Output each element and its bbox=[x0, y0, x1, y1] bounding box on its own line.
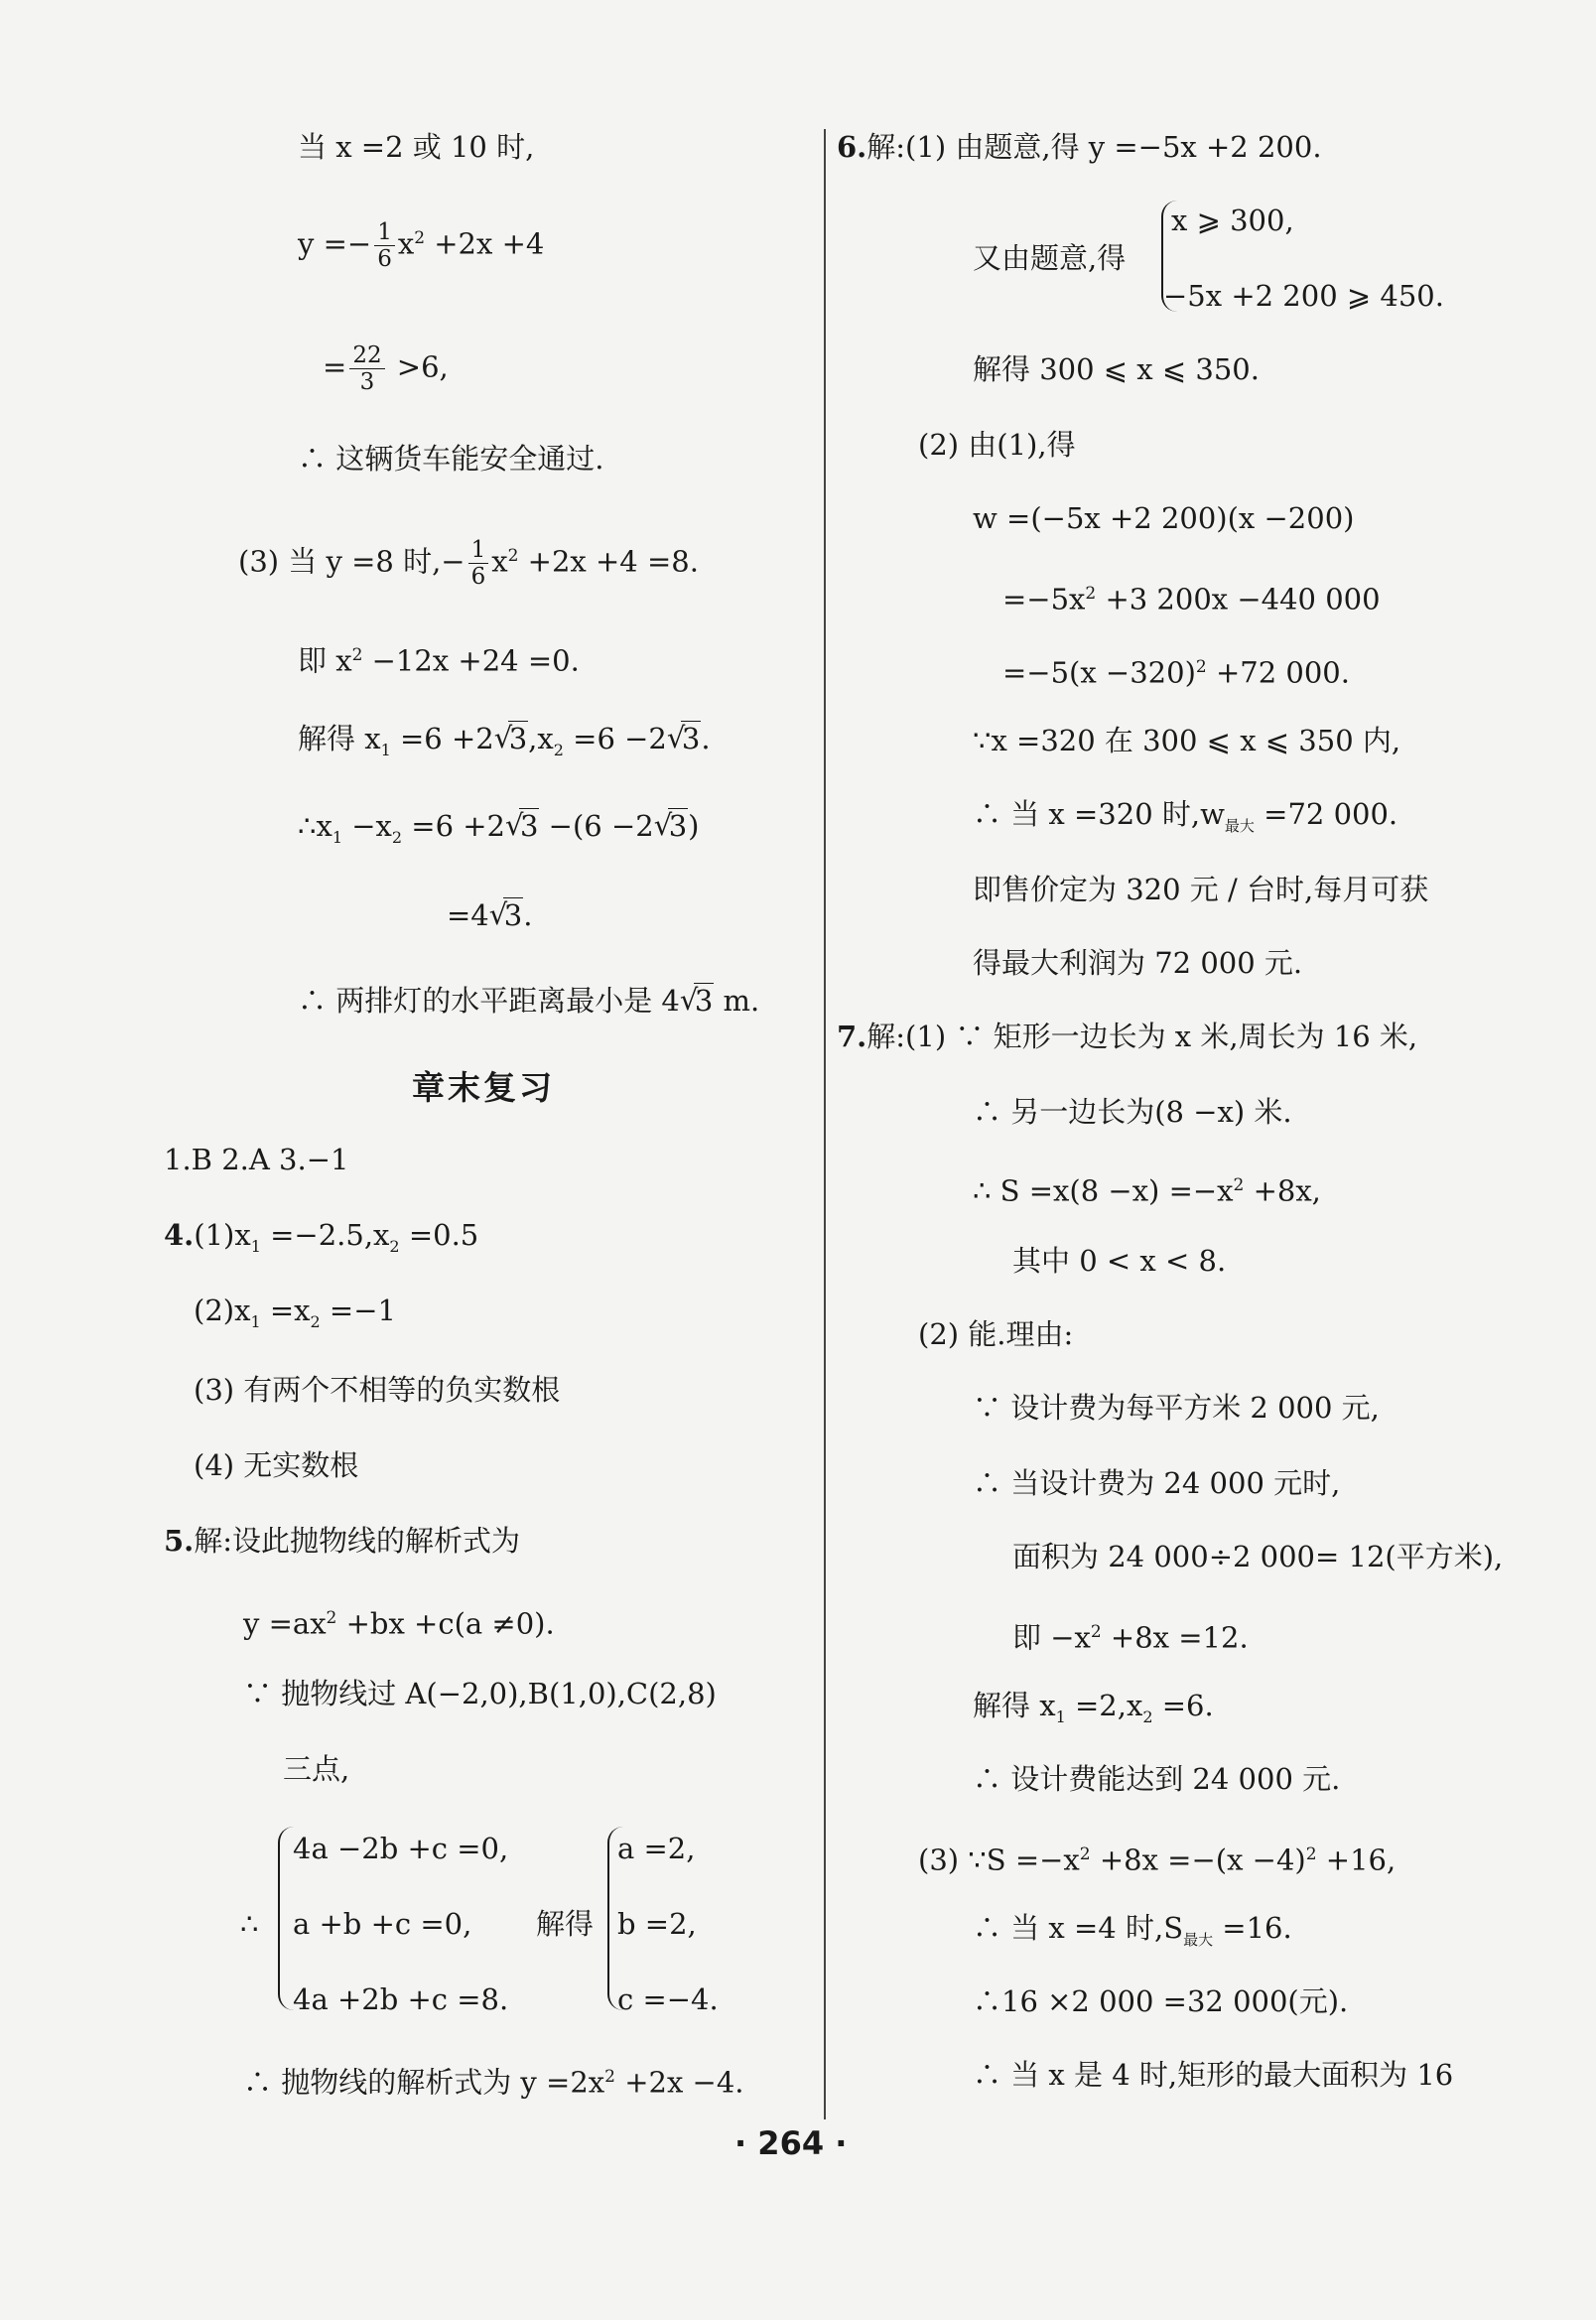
text-line: ∴ 当 x 是 4 时,矩形的最大面积为 16 bbox=[973, 2058, 1454, 2092]
equation-line bbox=[238, 536, 699, 590]
exponent: 2 bbox=[1085, 584, 1097, 604]
text: −x bbox=[342, 809, 392, 843]
text: 解得 bbox=[536, 1907, 595, 1941]
text: =−5x bbox=[1002, 582, 1086, 616]
text: ∵ 抛物线过 A(−2,0),B(1,0),C(2,8) bbox=[243, 1677, 717, 1710]
question-number: 6. bbox=[837, 130, 867, 164]
equation: a +b +c =0, bbox=[293, 1907, 472, 1941]
exponent: 2 bbox=[414, 228, 426, 248]
text-line: 解得 300 ⩽ x ⩽ 350. bbox=[973, 352, 1260, 386]
text: 解:(1) ∵ 矩形一边长为 x 米,周长为 16 米, bbox=[866, 1020, 1418, 1053]
text: −(6 −2 bbox=[539, 809, 654, 843]
text: ∴ 两排灯的水平距离最小是 4 bbox=[298, 984, 680, 1018]
exponent: 2 bbox=[604, 2067, 615, 2087]
text: (1)x bbox=[194, 1218, 251, 1252]
text: (3) ∵S =−x bbox=[918, 1842, 1080, 1877]
text-line bbox=[298, 127, 534, 167]
equation-line bbox=[298, 635, 580, 681]
exponent: 2 bbox=[326, 1608, 337, 1628]
page-number: · 264 · bbox=[734, 2124, 848, 2162]
text: 解:设此抛物线的解析式为 bbox=[194, 1524, 521, 1558]
text: 三点, bbox=[283, 1752, 350, 1786]
text: m. bbox=[714, 984, 760, 1018]
text: 解:(1) 由题意,得 y =−5x +2 200. bbox=[866, 130, 1322, 164]
text-line: ∴16 ×2 000 =32 000(元). bbox=[973, 1984, 1349, 2018]
text: +2x −4. bbox=[614, 2065, 744, 2100]
text: =0.5 bbox=[399, 1218, 479, 1252]
fraction bbox=[468, 537, 489, 590]
radicand: 3 bbox=[520, 809, 539, 843]
text-line bbox=[283, 1749, 349, 1789]
text: =−5(x −320) bbox=[1002, 655, 1196, 690]
text-line: ∵ 设计费为每平方米 2 000 元, bbox=[973, 1391, 1380, 1425]
equation-line bbox=[973, 1165, 1321, 1211]
text: ∴ S =x(8 −x) =−x bbox=[973, 1173, 1234, 1208]
text: >6, bbox=[387, 349, 449, 384]
fraction bbox=[349, 342, 384, 395]
text-line bbox=[298, 981, 759, 1021]
text: 解得 x bbox=[973, 1689, 1056, 1722]
exponent: 2 bbox=[1233, 1175, 1245, 1195]
equation-line bbox=[243, 1598, 555, 1644]
text: =6 +2 bbox=[390, 722, 494, 755]
section-title: 章末复习 bbox=[412, 1068, 555, 1107]
subscript: 2 bbox=[391, 827, 403, 847]
equation-line bbox=[298, 719, 711, 770]
text: (3) 当 y =8 时,− bbox=[238, 544, 466, 579]
text: ∴ 这辆货车能安全通过. bbox=[298, 442, 604, 476]
text-line: ∴ 设计费能达到 24 000 元. bbox=[973, 1762, 1341, 1796]
numerator: 1 bbox=[468, 537, 489, 564]
text: x bbox=[491, 544, 508, 579]
question-number: 4. bbox=[164, 1218, 195, 1252]
denominator: 3 bbox=[359, 369, 375, 395]
subscript: 1 bbox=[1055, 1706, 1066, 1726]
text: y =ax bbox=[243, 1606, 327, 1641]
answer-line bbox=[194, 1445, 358, 1485]
text: y =− bbox=[298, 226, 372, 261]
subscript: 2 bbox=[389, 1236, 400, 1256]
fraction bbox=[374, 219, 395, 272]
sqrt bbox=[654, 806, 688, 846]
equation: a =2, bbox=[617, 1832, 696, 1865]
text: 又由题意,得 bbox=[973, 241, 1127, 275]
exponent: 2 bbox=[1079, 1844, 1091, 1864]
subscript: 2 bbox=[310, 1311, 321, 1331]
equation-line bbox=[973, 1686, 1214, 1737]
sqrt bbox=[667, 719, 701, 758]
exponent: 2 bbox=[351, 645, 363, 665]
text: +bx +c(a ≠0). bbox=[336, 1606, 555, 1641]
column-divider bbox=[824, 129, 826, 2119]
subscript: 2 bbox=[553, 740, 564, 759]
text: =4 bbox=[447, 898, 489, 932]
equation-line bbox=[298, 218, 544, 272]
equation-line: w =(−5x +2 200)(x −200) bbox=[973, 501, 1355, 535]
answer-line bbox=[837, 1017, 1417, 1056]
equation: b =2, bbox=[617, 1907, 697, 1941]
text: ) bbox=[688, 809, 700, 843]
text-line bbox=[298, 439, 603, 478]
text-line bbox=[243, 1674, 717, 1713]
subscript: 1 bbox=[250, 1311, 261, 1331]
text: =6. bbox=[1152, 1689, 1214, 1722]
numerator: 22 bbox=[349, 342, 384, 369]
text: ∴x bbox=[298, 809, 332, 843]
subscript: 最大 bbox=[1224, 816, 1255, 835]
sqrt bbox=[505, 806, 539, 846]
text: 当 x =2 或 10 时, bbox=[298, 130, 535, 164]
equation-line bbox=[1002, 574, 1381, 619]
text-line: ∴ 另一边长为(8 −x) 米. bbox=[973, 1095, 1292, 1129]
text: +2x +4 bbox=[425, 226, 545, 261]
text: +8x =12. bbox=[1101, 1620, 1249, 1655]
equation-line bbox=[1002, 647, 1350, 693]
text: 即 x bbox=[298, 643, 352, 678]
text: ∴ 当 x =4 时,S bbox=[973, 1911, 1184, 1945]
text: ∴ 当 x =320 时,w bbox=[973, 797, 1225, 831]
sqrt bbox=[494, 719, 528, 758]
inequality: −5x +2 200 ⩾ 450. bbox=[1163, 279, 1444, 313]
text-line: ∴ 当设计费为 24 000 元时, bbox=[973, 1466, 1341, 1500]
text: (3) 有两个不相等的负实数根 bbox=[194, 1373, 561, 1407]
equation-line bbox=[447, 895, 532, 935]
equation-line bbox=[298, 806, 699, 858]
subscript: 最大 bbox=[1183, 1930, 1214, 1949]
text-line: 得最大利润为 72 000 元. bbox=[973, 946, 1303, 980]
denominator: 6 bbox=[470, 564, 486, 591]
answer-line bbox=[164, 1215, 478, 1267]
text: −12x +24 =0. bbox=[362, 643, 580, 678]
text: 1.B 2.A 3.−1 bbox=[164, 1143, 349, 1176]
text: . bbox=[701, 722, 711, 755]
text: x bbox=[397, 226, 415, 261]
answer-line bbox=[837, 127, 1322, 167]
text: ∴ 抛物线的解析式为 y =2x bbox=[243, 2065, 605, 2100]
text: =2,x bbox=[1065, 1689, 1143, 1722]
equation-line bbox=[323, 342, 449, 395]
text: =6 −2 bbox=[563, 722, 667, 755]
text: =x bbox=[260, 1294, 311, 1327]
subscript: 2 bbox=[1142, 1706, 1153, 1726]
exponent: 2 bbox=[507, 546, 519, 566]
subscript: 1 bbox=[250, 1236, 261, 1256]
text-line: ∵x =320 在 300 ⩽ x ⩽ 350 内, bbox=[973, 724, 1401, 757]
subscript: 1 bbox=[380, 740, 391, 759]
answer-line bbox=[164, 1521, 520, 1561]
equation: 4a −2b +c =0, bbox=[293, 1832, 509, 1865]
answer-line bbox=[194, 1291, 396, 1342]
inequality: x ⩾ 300, bbox=[1171, 204, 1294, 237]
text: ,x bbox=[528, 722, 554, 755]
equation-line bbox=[918, 1835, 1396, 1880]
text: =16. bbox=[1213, 1911, 1292, 1945]
text-line: (2) 能.理由: bbox=[918, 1317, 1074, 1351]
equation-line bbox=[243, 2057, 744, 2103]
left-brace bbox=[278, 1827, 294, 2010]
text-line: 即售价定为 320 元 / 台时,每月可获 bbox=[973, 873, 1429, 906]
exponent: 2 bbox=[1305, 1844, 1317, 1864]
question-number: 7. bbox=[837, 1020, 867, 1053]
equation-line bbox=[1012, 1612, 1249, 1658]
text: +2x +4 =8. bbox=[518, 544, 699, 579]
equation-line bbox=[973, 1908, 1292, 1960]
text-line: (2) 由(1),得 bbox=[918, 428, 1076, 462]
question-number: 5. bbox=[164, 1524, 195, 1558]
therefore-symbol: ∴ bbox=[240, 1907, 259, 1941]
text: +3 200x −440 000 bbox=[1096, 582, 1381, 616]
radicand: 3 bbox=[694, 984, 714, 1018]
text: =−2.5,x bbox=[260, 1218, 390, 1252]
equation: c =−4. bbox=[617, 1982, 719, 2016]
text: =72 000. bbox=[1254, 797, 1398, 831]
exponent: 2 bbox=[1090, 1622, 1102, 1642]
text: =6 +2 bbox=[402, 809, 505, 843]
equation-line bbox=[973, 794, 1397, 846]
radicand: 3 bbox=[681, 722, 701, 755]
radicand: 3 bbox=[668, 809, 688, 843]
text: . bbox=[523, 898, 533, 932]
text: (2)x bbox=[194, 1294, 251, 1327]
answer-line bbox=[194, 1370, 560, 1410]
sqrt bbox=[489, 895, 523, 935]
equation: 4a +2b +c =8. bbox=[293, 1982, 509, 2016]
text: = bbox=[323, 349, 347, 384]
text: +16, bbox=[1316, 1842, 1396, 1877]
text-line: 面积为 24 000÷2 000= 12(平方米), bbox=[1012, 1540, 1504, 1573]
exponent: 2 bbox=[1195, 657, 1207, 677]
text: +72 000. bbox=[1206, 655, 1350, 690]
radicand: 3 bbox=[508, 722, 528, 755]
text: +8x, bbox=[1244, 1173, 1321, 1208]
text: (4) 无实数根 bbox=[194, 1448, 359, 1482]
text: =−1 bbox=[320, 1294, 396, 1327]
numerator: 1 bbox=[374, 219, 395, 246]
radicand: 3 bbox=[503, 898, 523, 932]
answer-line bbox=[164, 1140, 348, 1179]
text: 即 −x bbox=[1012, 1620, 1091, 1655]
text-line: 其中 0 < x < 8. bbox=[1012, 1244, 1227, 1278]
text: +8x =−(x −4) bbox=[1090, 1842, 1306, 1877]
sqrt bbox=[680, 981, 714, 1021]
denominator: 6 bbox=[377, 246, 392, 273]
subscript: 1 bbox=[332, 827, 342, 847]
text: 解得 x bbox=[298, 722, 381, 755]
